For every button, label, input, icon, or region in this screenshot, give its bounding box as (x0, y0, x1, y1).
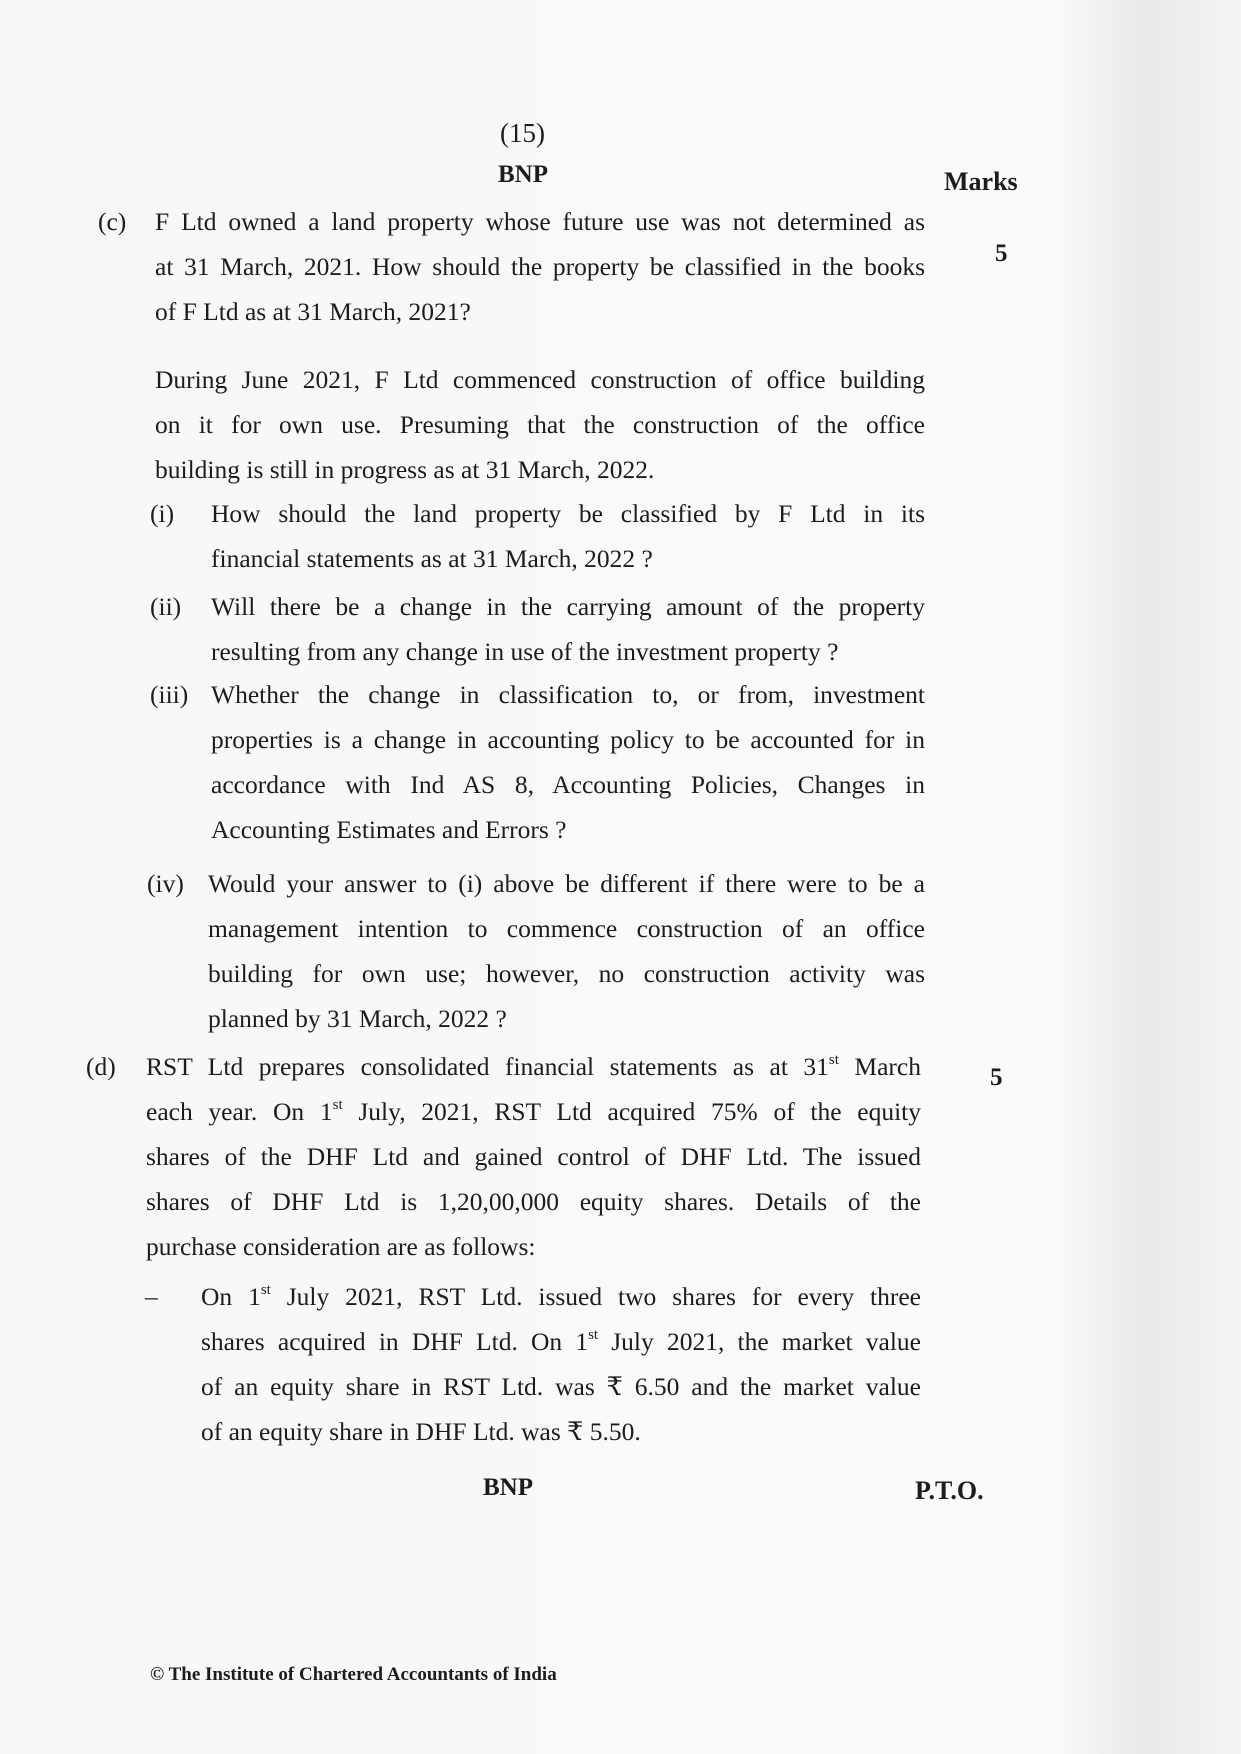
text-line: Would your answer to (i) above be different if there were to be a (208, 869, 925, 898)
text-line: building is still in progress as at 31 March, 2022. (155, 455, 655, 484)
text-line: resulting from any change in use of the investment property ? (211, 637, 839, 666)
text-line: of an equity share in DHF Ltd. was ₹ 5.50. (201, 1417, 641, 1446)
text-line: F Ltd owned a land property whose future use was not determined as (155, 207, 925, 236)
paper-code-footer: BNP (483, 1474, 533, 1501)
text-line: shares of DHF Ltd is 1,20,00,000 equity shares. Details of the (146, 1187, 921, 1216)
question-c-intro (155, 199, 925, 334)
question-c-context (155, 357, 925, 492)
text-line: purchase consideration are as follows: (146, 1232, 536, 1261)
text-line: shares acquired in DHF Ltd. On 1st July 2021, the market value (201, 1326, 921, 1356)
text-line: How should the land property be classified by F Ltd in its (211, 499, 925, 528)
text-line: accordance with Ind AS 8, Accounting Policies, Changes in (211, 770, 925, 799)
sub-question-ii-label: (ii) (150, 592, 182, 621)
text-line: planned by 31 March, 2022 ? (208, 1004, 507, 1033)
text-line: at 31 March, 2021. How should the property be classified in the books (155, 252, 925, 281)
text-line: On 1st July 2021, RST Ltd. issued two shares for every three (201, 1281, 921, 1311)
text-line: shares of the DHF Ltd and gained control of DHF Ltd. The issued (146, 1142, 921, 1171)
text-line: financial statements as at 31 March, 2022 ? (211, 544, 653, 573)
sub-question-iv-text (208, 861, 925, 1041)
purchase-consideration-item (201, 1274, 921, 1454)
question-c-label: (c) (98, 207, 127, 236)
marks-column-heading: Marks (944, 167, 1018, 196)
question-d-marks: 5 (990, 1064, 1003, 1091)
please-turn-over: P.T.O. (915, 1476, 984, 1505)
text-line: of F Ltd as at 31 March, 2021? (155, 297, 471, 326)
question-d-label: (d) (86, 1052, 116, 1081)
question-d-text (146, 1044, 921, 1269)
question-c-marks: 5 (995, 240, 1008, 267)
text-line: on it for own use. Presuming that the construction of the office (155, 410, 925, 439)
text-line: properties is a change in accounting policy to be accounted for in (211, 725, 925, 754)
sub-question-i-label: (i) (150, 499, 175, 528)
sub-question-iii-text (211, 672, 925, 852)
text-line: During June 2021, F Ltd commenced construction of office building (155, 365, 925, 394)
text-line: each year. On 1st July, 2021, RST Ltd acquired 75% of the equity (146, 1096, 921, 1126)
text-line: RST Ltd prepares consolidated financial statements as at 31st March (146, 1051, 921, 1081)
sub-question-ii-text (211, 584, 925, 674)
paper-code-header: BNP (498, 161, 548, 188)
copyright-notice: © The Institute of Chartered Accountants of India (150, 1664, 557, 1685)
text-line: Accounting Estimates and Errors ? (211, 815, 567, 844)
sub-question-i-text (211, 491, 925, 581)
text-line: of an equity share in RST Ltd. was ₹ 6.50 and the market value (201, 1372, 921, 1401)
bullet-dash: – (145, 1282, 158, 1311)
page-number: (15) (500, 118, 545, 148)
text-line: management intention to commence construction of an office (208, 914, 925, 943)
sub-question-iii-label: (iii) (150, 680, 189, 709)
sub-question-iv-label: (iv) (147, 869, 184, 898)
text-line: Will there be a change in the carrying amount of the property (211, 592, 925, 621)
text-line: Whether the change in classification to, or from, investment (211, 680, 925, 709)
text-line: building for own use; however, no construction activity was (208, 959, 925, 988)
